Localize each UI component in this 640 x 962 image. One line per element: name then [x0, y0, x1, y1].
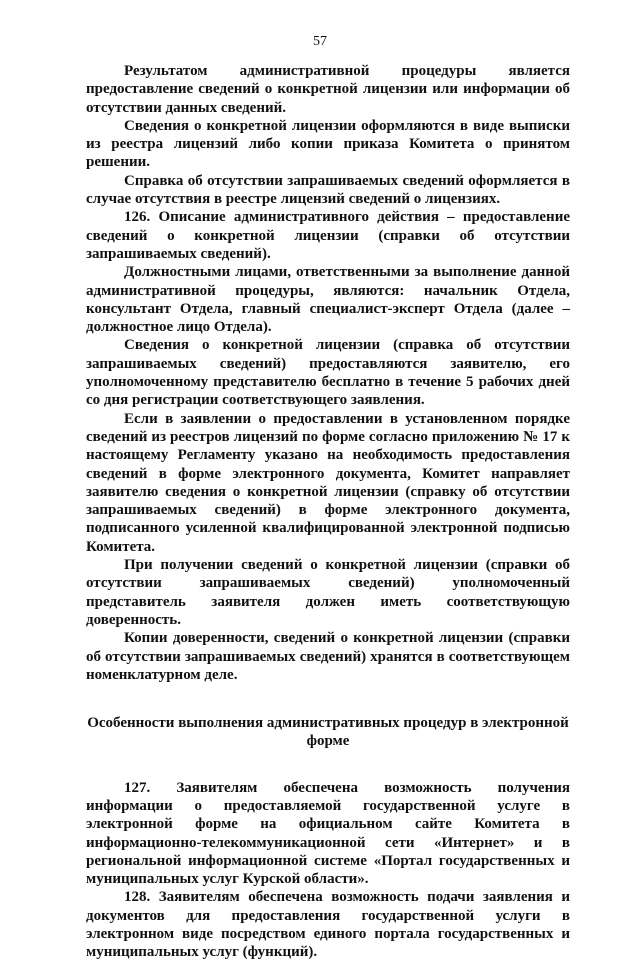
paragraph: Если в заявлении о предоставлении в установленном порядке сведений из реестров лицензий по форме согласно приложению № 17 к настоящему Регламенту указано на необходимость предоставления сведений в форме электронного документа, Комитет направляет заявителю сведения о конкретной лицензии (справку об отсутствии запрашиваемых сведений) в форме электронного документа, подписанного усиленной квалифицированной электронной подписью Комитета.	[86, 410, 570, 555]
paragraph: Копии доверенности, сведений о конкретной лицензии (справки об отсутствии запрашиваемых сведений) хранятся в соответствующем номенклатурном деле.	[86, 630, 570, 683]
paragraph: 127. Заявителям обеспечена возможность получения информации о предоставляемой государственной услуге в электронной форме на официальном сайте Комитета в информационно-телекоммуникационной сети «Интернет» и в региональной информационной системе «Портал государственных и муниципальных услуг Курской области».	[86, 779, 570, 888]
paragraph: Должностными лицами, ответственными за выполнение данной административной процедуры, являются: начальник Отдела, консультант Отдела, главный специалист-эксперт Отдела (далее – должностное лицо Отдела).	[86, 264, 570, 336]
paragraph: 126. Описание административного действия – предоставление сведений о конкретной лицензии (справки об отсутствии запрашиваемых сведений).	[86, 209, 570, 262]
paragraph: Сведения о конкретной лицензии оформляются в виде выписки из реестра лицензий либо копии приказа Комитета о принятом решении.	[86, 117, 570, 171]
page-number: 57	[313, 34, 327, 49]
paragraph: Сведения о конкретной лицензии (справка об отсутствии запрашиваемых сведений) предоставляются заявителю, его уполномоченному представителю бесплатно в течение 5 рабочих дней со дня регистрации соответствующего заявления.	[86, 337, 570, 409]
paragraph: 128. Заявителям обеспечена возможность подачи заявления и документов для предоставления государственной услуги в электронном виде посредством единого портала государственных и муниципальных услуг (функций).	[86, 889, 570, 961]
paragraph: При получении сведений о конкретной лицензии (справки об отсутствии запрашиваемых сведений) уполномоченный представитель заявителя должен иметь соответствующую доверенность.	[86, 557, 570, 628]
paragraph: Справка об отсутствии запрашиваемых сведений оформляется в случае отсутствия в реестре лицензий сведений о лицензиях.	[86, 172, 570, 208]
section-title: Особенности выполнения административных процедур в электронной форме	[87, 715, 569, 750]
paragraph: Результатом административной процедуры является предоставление сведений о конкретной лицензии или информации об отсутствии данных сведений.	[86, 63, 570, 116]
document-body	[86, 62, 570, 962]
